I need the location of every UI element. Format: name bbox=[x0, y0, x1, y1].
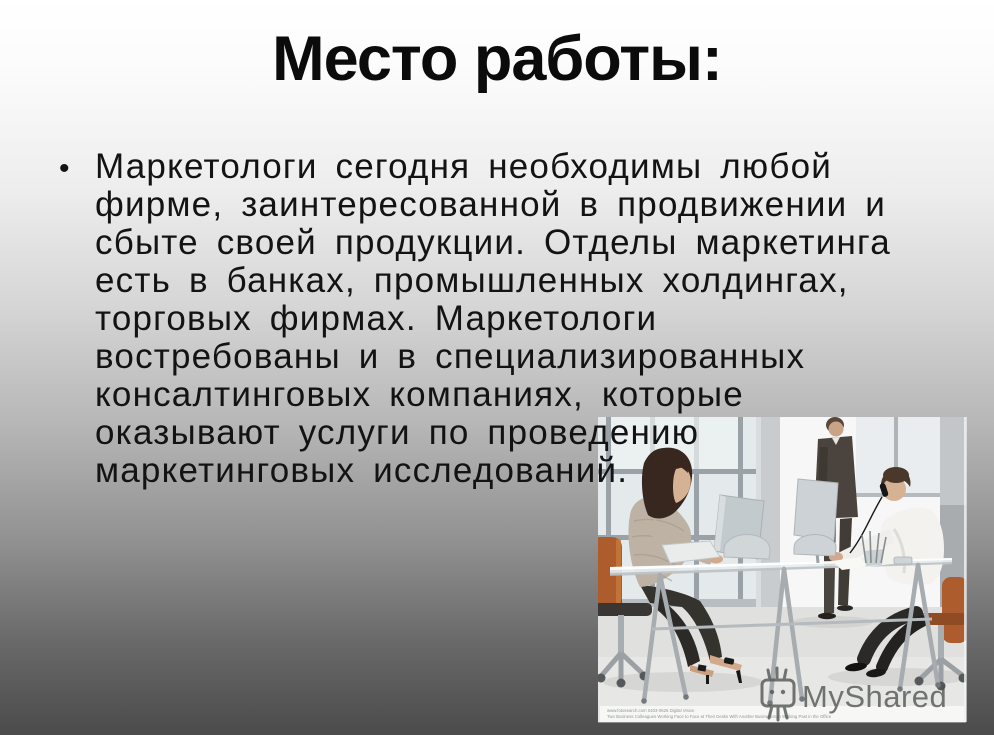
body-line: оказывают услуги по проведению bbox=[95, 413, 700, 452]
body-line: фирме, заинтересованной в продвижении и bbox=[95, 185, 887, 224]
body-line: есть в банках, промышленных холдингах, bbox=[95, 261, 849, 300]
body-line: сбыте своей продукции. Отделы маркетинга bbox=[95, 223, 891, 262]
body-line: маркетинговых исследований. bbox=[95, 451, 629, 490]
body-line: востребованы и в специализированных bbox=[95, 337, 806, 376]
bullet-text-block bbox=[57, 148, 917, 490]
slide-title: Место работы: bbox=[272, 24, 722, 94]
bullet-text-lines bbox=[95, 148, 917, 490]
photo-caption-line2: Two Business Colleagues Working Face to Face at Their Desks With Another Businessman Walking Past in the Office bbox=[607, 714, 832, 719]
pen-organizer bbox=[864, 549, 884, 566]
photo-caption-line1: www.fotosearch.com 0403-0626 Digital Vision bbox=[607, 708, 695, 713]
bullet-marker: • bbox=[59, 152, 70, 185]
phone-base bbox=[894, 557, 912, 564]
photo-edge bbox=[964, 417, 966, 722]
myshared-watermark-text: MyShared bbox=[802, 679, 948, 714]
body-line: торговых фирмах. Маркетологи bbox=[95, 299, 658, 338]
body-line: Маркетологи сегодня необходимы любой bbox=[95, 147, 833, 186]
body-line: консалтинговых компаниях, которые bbox=[95, 375, 744, 414]
